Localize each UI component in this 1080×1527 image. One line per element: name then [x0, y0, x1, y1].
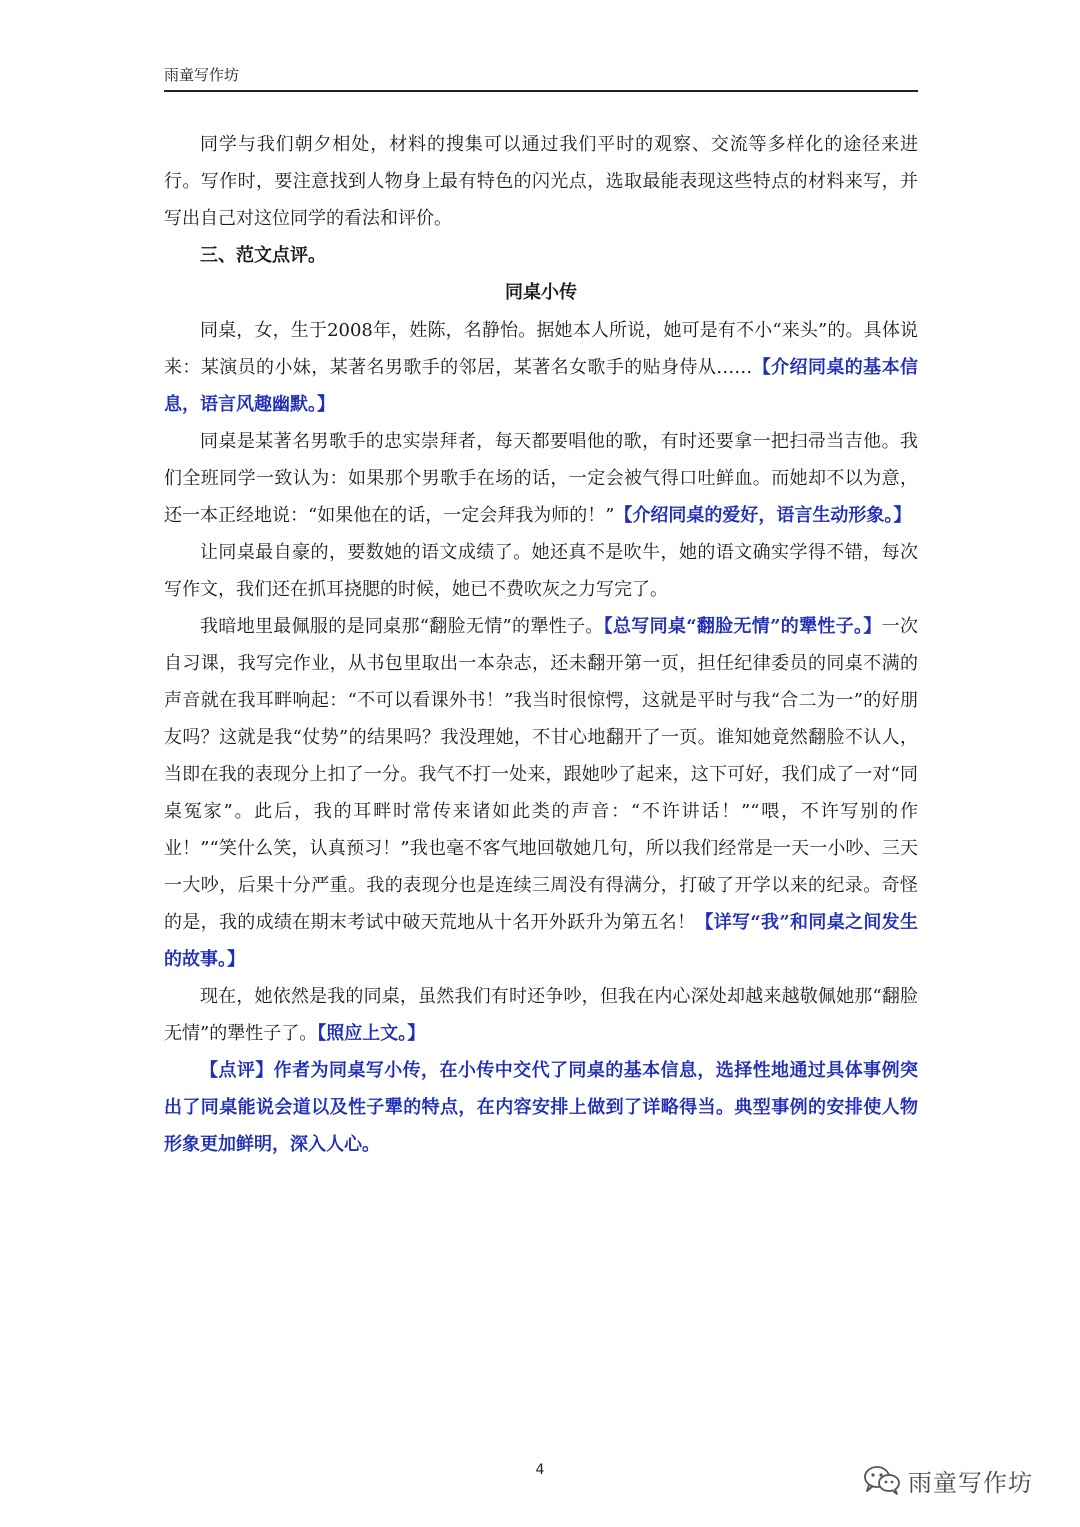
- paragraph-text: 现在，她依然是我的同桌，虽然我们有时还争吵，但我在内心深处却越来越敬佩她那“翻脸无情”的犟性子了。: [164, 986, 918, 1044]
- paragraph-text: 同桌，女，生于2008年，姓陈，名静怡。据她本人所说，她可是有不小“来头”的。具体说来：某演员的小妹，某著名男歌手的邻居，某著名女歌手的贴身侍从……: [164, 320, 918, 378]
- document-body: [164, 126, 918, 1163]
- annotation-note: 【详写“我”和同桌之间发生的故事。】: [164, 912, 918, 970]
- essay-paragraph-4: [164, 608, 918, 978]
- intro-paragraph: 同学与我们朝夕相处，材料的搜集可以通过我们平时的观察、交流等多样化的途径来进行。写作时，要注意找到人物身上最有特色的闪光点，选取最能表现这些特点的材料来写，并写出自己对这位同学的看法和评价。: [164, 134, 918, 229]
- paragraph-text: 让同桌最自豪的，要数她的语文成绩了。她还真不是吹牛，她的语文确实学得不错，每次写作文，我们还在抓耳挠腮的时候，她已不费吹灰之力写完了。: [164, 542, 918, 600]
- header-title: 雨童写作坊: [164, 66, 240, 84]
- essay-title: 同桌小传: [505, 282, 577, 303]
- watermark-text: 雨童写作坊: [908, 1468, 1033, 1497]
- page-header: [164, 62, 918, 92]
- annotation-note: 【总写同桌“翻脸无情”的犟性子。】: [603, 616, 882, 637]
- essay-paragraph-1: [164, 312, 918, 423]
- page-number: 4: [535, 1462, 545, 1478]
- paragraph-text: 我暗地里最佩服的是同桌那“翻脸无情”的犟性子。: [200, 616, 604, 637]
- annotation-note: 【介绍同桌的爱好，语言生动形象。】: [614, 505, 912, 526]
- annotation-note: 【照应上文。】: [317, 1023, 426, 1044]
- watermark: [862, 1460, 1033, 1500]
- paragraph-text: 同桌是某著名男歌手的忠实崇拜者，每天都要唱他的歌，有时还要拿一把扫帚当吉他。我们全班同学一致认为：如果那个男歌手在场的话，一定会被气得口吐鲜血。而她却不以为意，还一本正经地说：“如果他在的话，一定会拜我为师的！”: [164, 431, 918, 526]
- paragraph-text-continued: 一次自习课，我写完作业，从书包里取出一本杂志，还未翻开第一页，担任纪律委员的同桌不满的声音就在我耳畔响起：“不可以看课外书！”我当时很惊愕，这就是平时与我“合二为一”的好朋友吗？这就是我“仗势”的结果吗？我没理她，不甘心地翻开了一页。谁知她竟然翻脸不认人，当即在我的表现分上扣了一分。我气不打一处来，跟她吵了起来，这下可好，我们成了一对“同桌冤家”。此后，我的耳畔时常传来诸如此类的声音：“不许讲话！”“喂，不许写别的作业！”“笑什么笑，认真预习！”我也毫不客气地回敬她几句，所以我们经常是一天一小吵、三天一大吵，后果十分严重。我的表现分也是连续三周没有得满分，打破了开学以来的纪录。奇怪的是，我的成绩在期末考试中破天荒地从十名开外跃升为第五名！: [164, 616, 918, 933]
- essay-paragraph-2: [164, 423, 918, 534]
- section-heading: 三、范文点评。: [200, 245, 326, 266]
- wechat-icon: [862, 1464, 902, 1496]
- essay-paragraph-3: [164, 534, 918, 608]
- annotation-note: 【介绍同桌的基本信息，语言风趣幽默。】: [164, 357, 919, 415]
- essay-paragraph-5: [164, 978, 918, 1052]
- review-paragraph: 【点评】作者为同桌写小传，在小传中交代了同桌的基本信息，选择性地通过具体事例突出了同桌能说会道以及性子犟的特点，在内容安排上做到了详略得当。典型事例的安排使人物形象更加鲜明，深入人心。: [164, 1060, 918, 1155]
